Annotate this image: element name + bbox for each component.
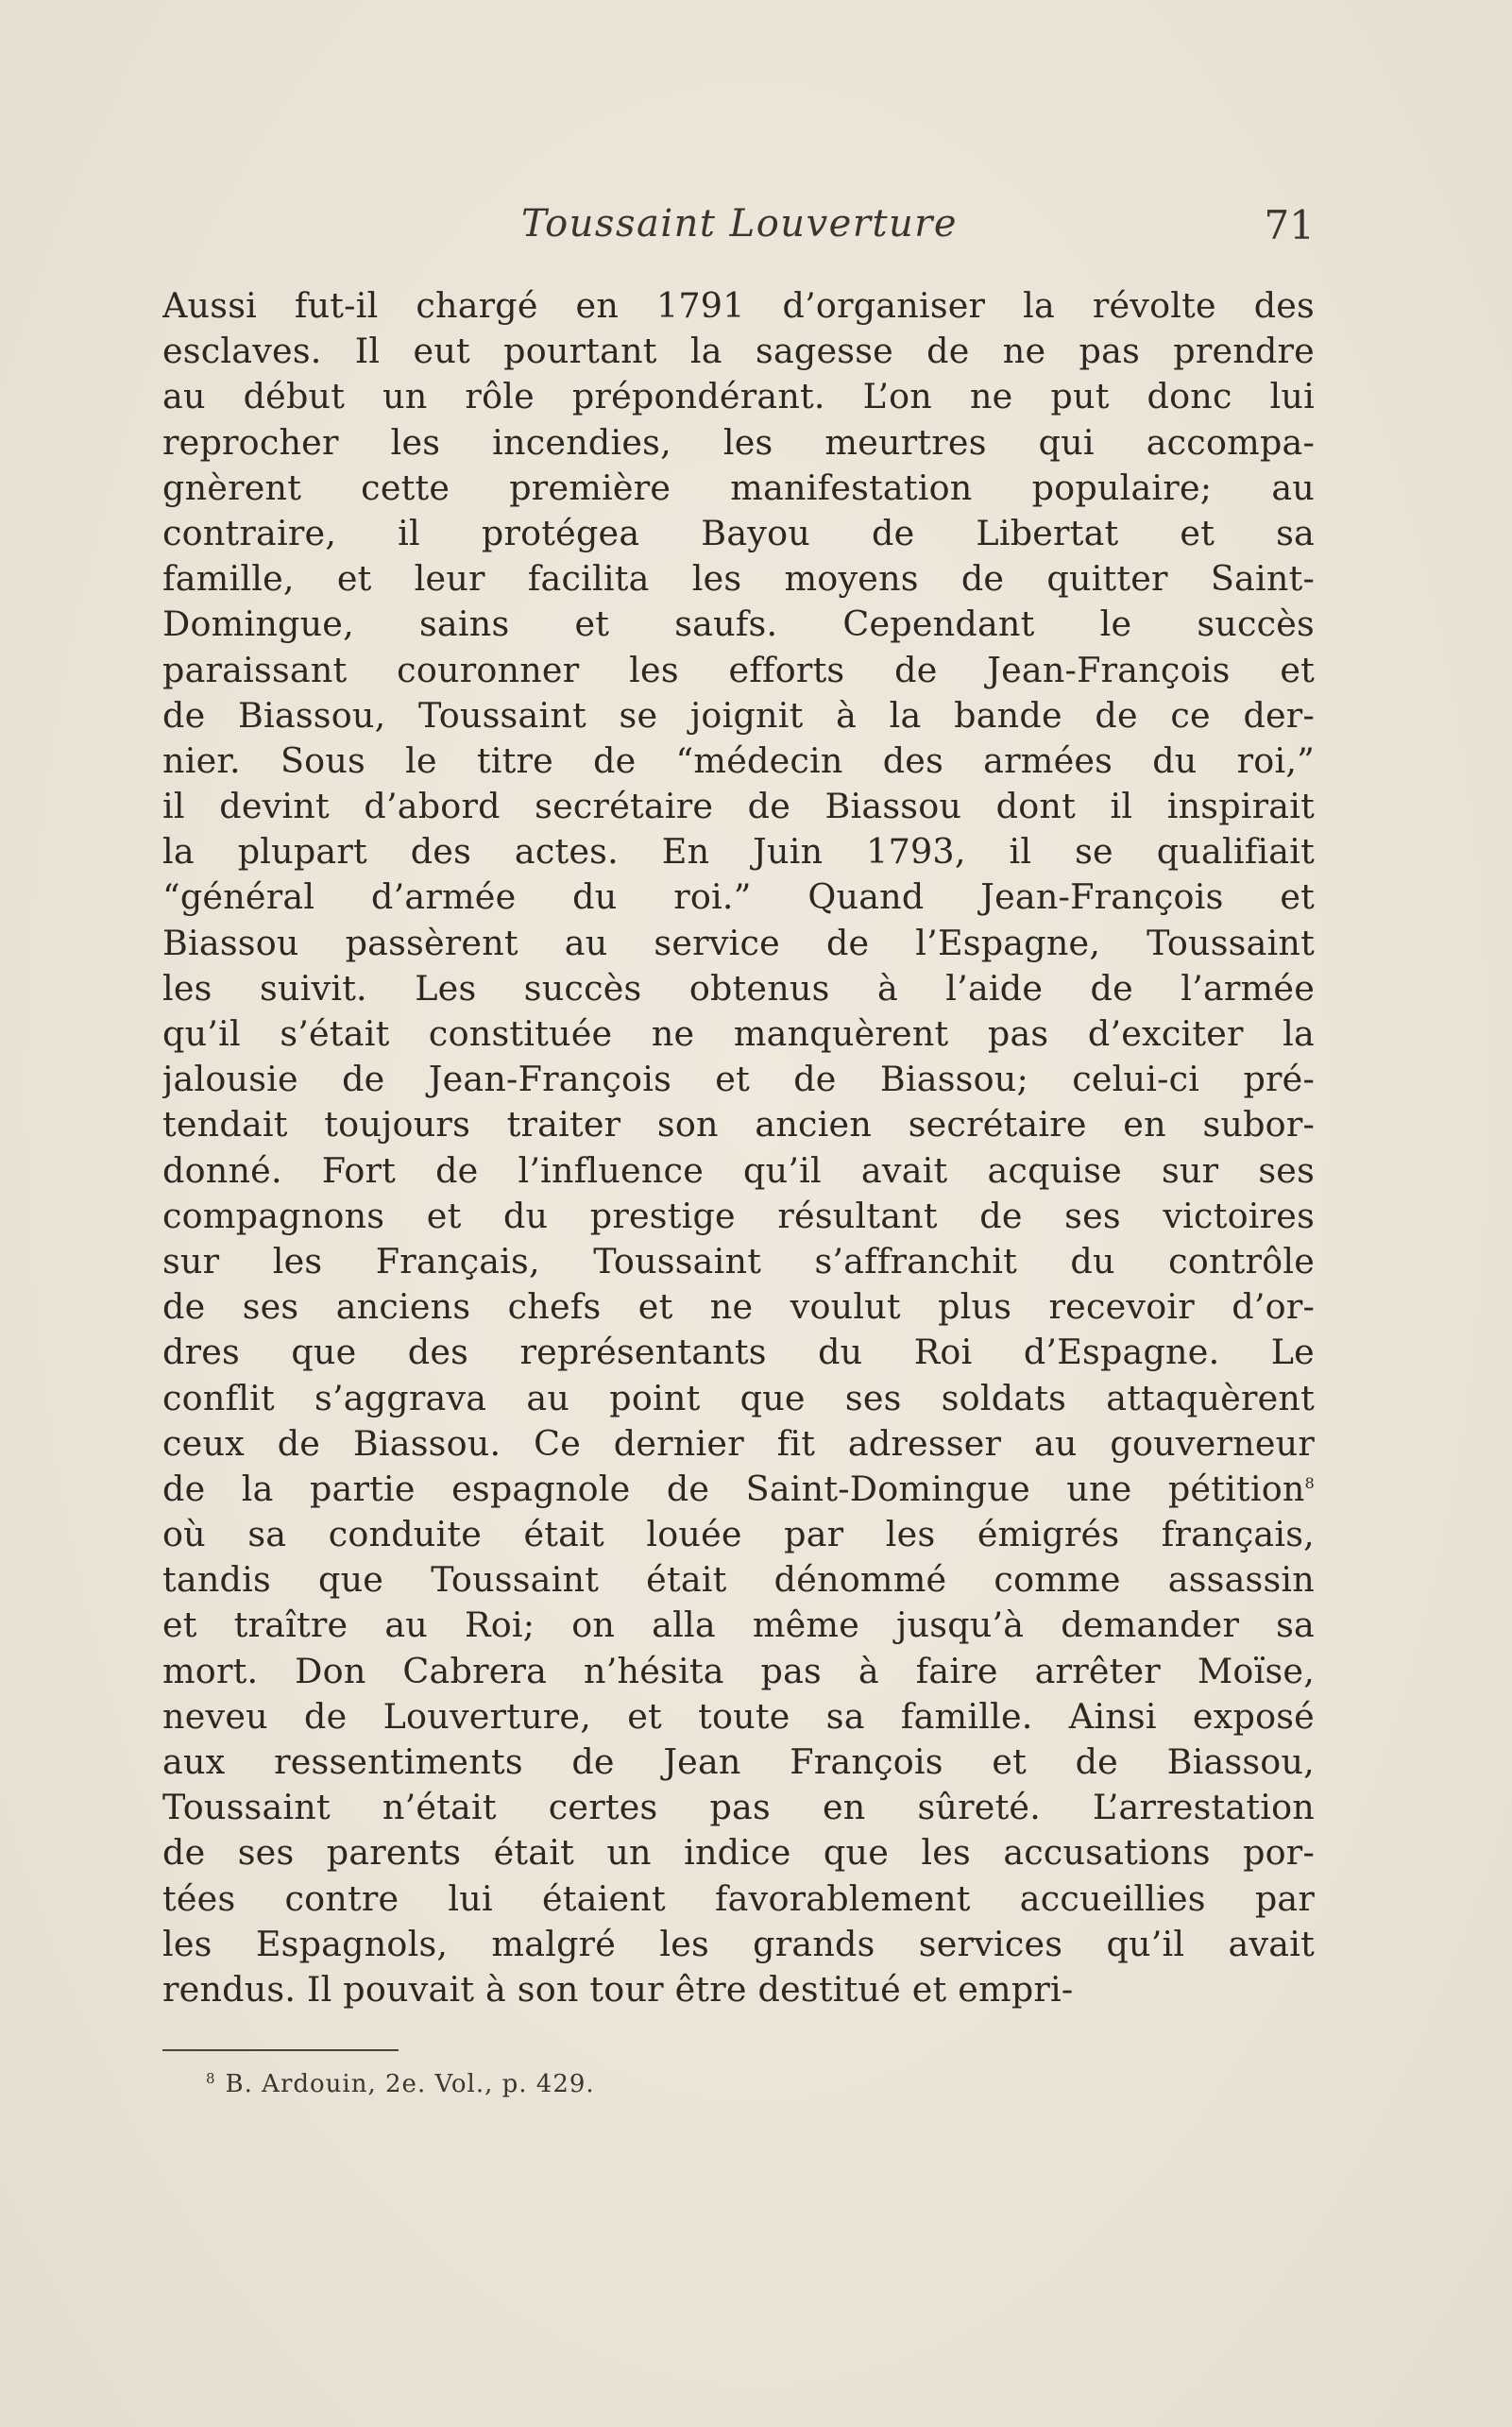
text-line-content: qu’il s’était constituée ne manquèrent pas d’exciter la <box>162 1013 1315 1054</box>
text-line <box>162 1740 1315 1785</box>
page-header <box>162 198 1315 255</box>
text-line <box>162 1284 1315 1330</box>
text-line-content: reprocher les incendies, les meurtres qui accompa- <box>162 421 1315 463</box>
text-line <box>162 1102 1315 1147</box>
text-line-content: compagnons et du prestige résultant de ses victoires <box>162 1195 1315 1236</box>
text-line-content: les suivit. Les succès obtenus à l’aide de l’armée <box>162 967 1315 1009</box>
text-line-content: famille, et leur facilita les moyens de quitter Saint- <box>162 558 1315 600</box>
footnote-text: B. Ardouin, 2e. Vol., p. 429. <box>225 2070 595 2098</box>
text-line <box>162 374 1315 419</box>
text-line-content: les Espagnols, malgré les grands services qu’il avait <box>162 1923 1315 1964</box>
text-line-content: dres que des représentants du Roi d’Espagne. Le <box>162 1332 1315 1373</box>
text-line-content: il devint d’abord secrétaire de Biassou dont il inspirait <box>162 786 1315 827</box>
text-line <box>162 1694 1315 1740</box>
text-line-content: “général d’armée du roi.” Quand Jean-François et <box>162 876 1315 918</box>
text-line-content: au début un rôle prépondérant. L’on ne put donc lui <box>162 376 1315 417</box>
text-line <box>162 1148 1315 1194</box>
text-line-content: nier. Sous le titre de “médecin des armées du roi,” <box>162 739 1315 781</box>
text-line-content: Toussaint n’était certes pas en sûreté. L’arrestation <box>162 1787 1315 1828</box>
text-line <box>162 1785 1315 1830</box>
text-line <box>162 874 1315 920</box>
text-line-content: gnèrent cette première manifestation populaire; au <box>162 467 1315 508</box>
body-text <box>162 283 1315 2012</box>
text-line-content: contraire, il protégea Bayou de Libertat et sa <box>162 512 1315 553</box>
text-line <box>162 1557 1315 1603</box>
text-line <box>162 784 1315 829</box>
page-number: 71 <box>1264 202 1315 248</box>
text-line-content: Biassou passèrent au service de l’Espagne, Toussaint <box>162 922 1315 963</box>
text-line-content: donné. Fort de l’influence qu’il avait acquise sur ses <box>162 1149 1315 1191</box>
text-line <box>162 1467 1315 1512</box>
running-title: Toussaint Louverture <box>521 202 959 246</box>
text-line <box>162 1011 1315 1057</box>
footnote-rule <box>162 2049 399 2051</box>
text-line <box>162 1922 1315 1967</box>
text-line-content: aux ressentiments de Jean François et de Biassou, <box>162 1741 1315 1782</box>
text-line <box>162 602 1315 647</box>
text-line-content: la plupart des actes. En Juin 1793, il se qualifiait <box>162 831 1315 873</box>
text-line-content: jalousie de Jean-François et de Biassou; celui-ci pré- <box>162 1059 1315 1100</box>
text-line <box>162 466 1315 511</box>
text-line-content: de ses parents était un indice que les accusations por- <box>162 1832 1315 1874</box>
text-line <box>162 1830 1315 1875</box>
text-line-content: Domingue, sains et saufs. Cependant le succès <box>162 603 1315 645</box>
text-line <box>162 966 1315 1011</box>
text-line <box>162 556 1315 602</box>
text-line <box>162 329 1315 374</box>
text-line <box>162 1512 1315 1557</box>
text-line <box>162 1421 1315 1467</box>
text-line-content: de Biassou, Toussaint se joignit à la bande de ce der- <box>162 694 1315 736</box>
text-line <box>162 1603 1315 1648</box>
text-line <box>162 1239 1315 1284</box>
text-line-content: conflit s’aggrava au point que ses soldats attaquèrent <box>162 1377 1315 1418</box>
text-line <box>162 1876 1315 1922</box>
text-line <box>162 1967 1315 2012</box>
footnote-mark: 8 <box>206 2070 216 2087</box>
text-line <box>162 738 1315 784</box>
text-line <box>162 283 1315 329</box>
text-line <box>162 1330 1315 1375</box>
text-line-content: paraissant couronner les efforts de Jean-François et <box>162 649 1315 690</box>
text-line-content: neveu de Louverture, et toute sa famille. Ainsi exposé <box>162 1695 1315 1737</box>
text-line <box>162 1376 1315 1421</box>
text-line-content: mort. Don Cabrera n’hésita pas à faire arrêter Moïse, <box>162 1650 1315 1691</box>
text-line-content: tées contre lui étaient favorablement accueillies par <box>162 1877 1315 1919</box>
footnote <box>206 2070 595 2098</box>
text-line-content: ceux de Biassou. Ce dernier fit adresser au gouverneur <box>162 1422 1315 1464</box>
text-line <box>162 921 1315 966</box>
footnote-reference: 8 <box>1304 1473 1315 1492</box>
text-line <box>162 648 1315 693</box>
text-line-content: Aussi fut-il chargé en 1791 d’organiser la révolte des <box>162 285 1315 326</box>
text-line <box>162 829 1315 874</box>
text-line-content: tendait toujours traiter son ancien secrétaire en subor- <box>162 1104 1315 1146</box>
text-line-content: et traître au Roi; on alla même jusqu’à demander sa <box>162 1604 1315 1646</box>
text-line <box>162 693 1315 738</box>
text-line-content: sur les Français, Toussaint s’affranchit du contrôle <box>162 1240 1315 1281</box>
text-line <box>162 511 1315 556</box>
text-line-content: rendus. Il pouvait à son tour être destitué et empri- <box>162 1968 1074 2010</box>
text-line-content: où sa conduite était louée par les émigrés français, <box>162 1514 1315 1555</box>
text-line-content: de ses anciens chefs et ne voulut plus recevoir d’or- <box>162 1286 1315 1328</box>
text-line-content: de la partie espagnole de Saint-Domingue une pétition <box>162 1468 1305 1509</box>
text-line <box>162 1194 1315 1239</box>
text-line <box>162 1649 1315 1694</box>
text-line-content: tandis que Toussaint était dénommé comme assassin <box>162 1559 1315 1601</box>
text-line-content: esclaves. Il eut pourtant la sagesse de ne pas prendre <box>162 331 1315 372</box>
text-line <box>162 420 1315 466</box>
text-line <box>162 1057 1315 1102</box>
